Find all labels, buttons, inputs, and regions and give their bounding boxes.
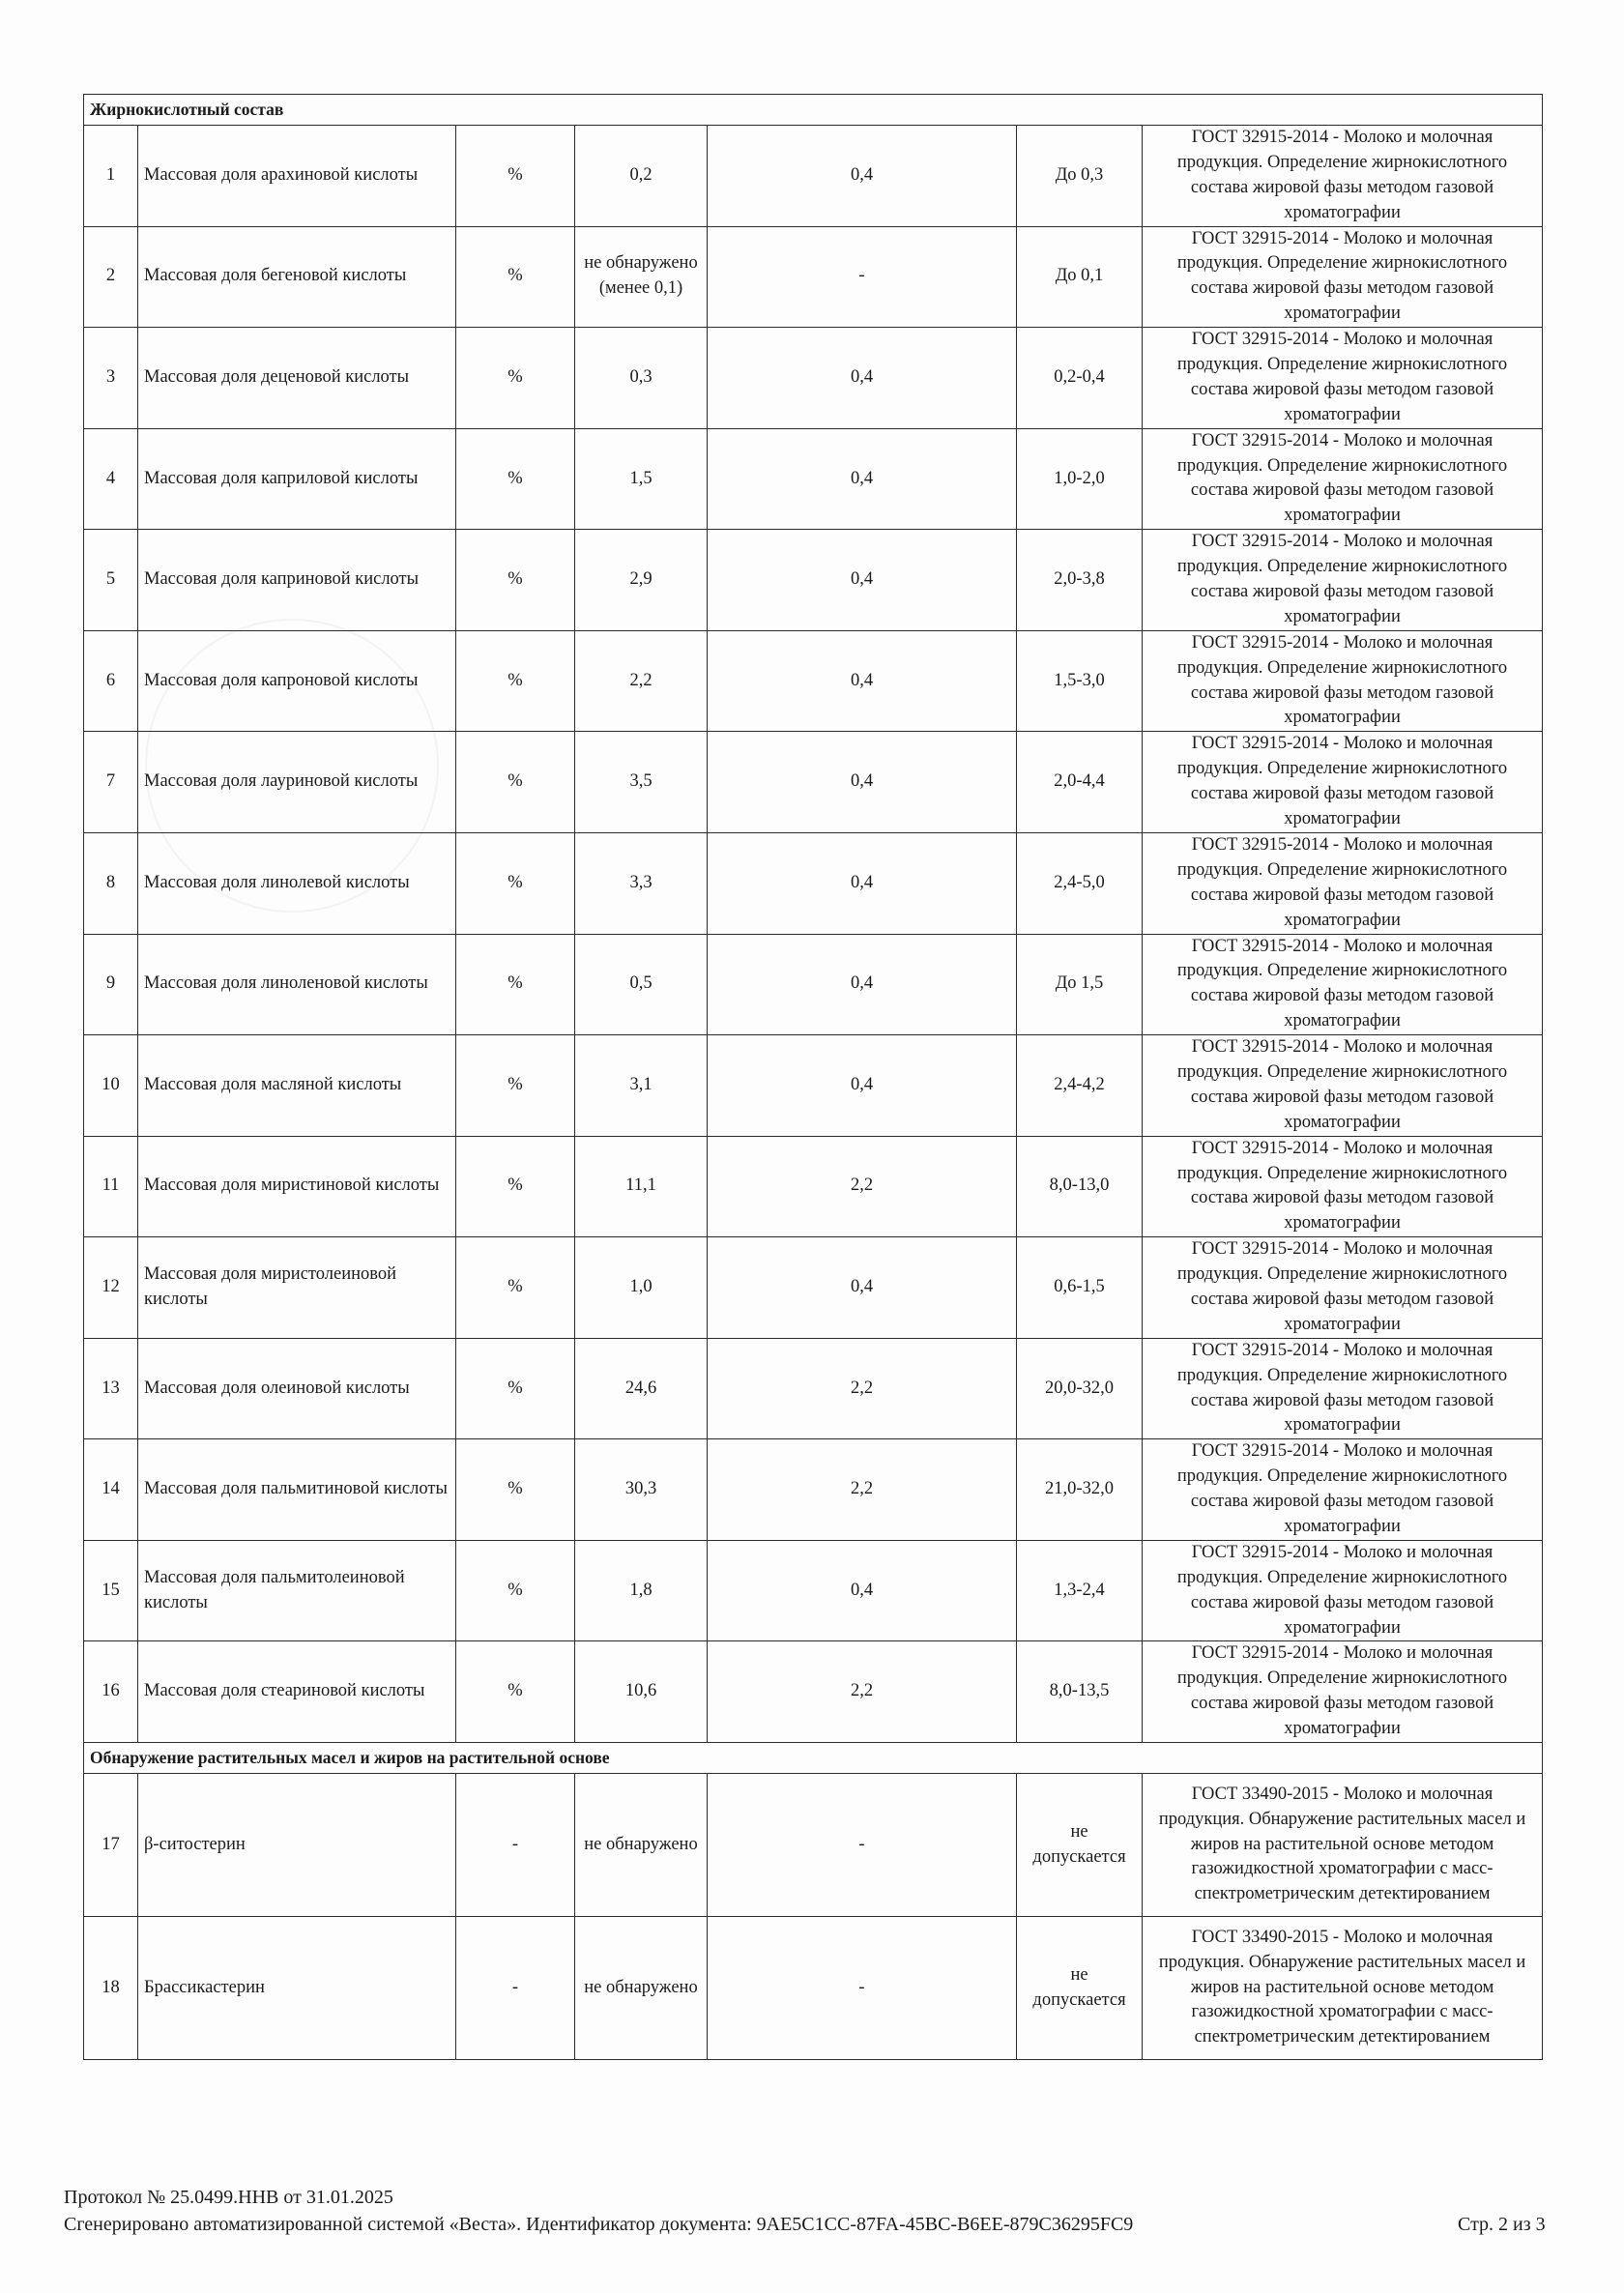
row-number: 3 <box>84 328 138 429</box>
section-header-row <box>84 95 1543 126</box>
norm-value: не допускается <box>1017 1774 1143 1917</box>
table-row <box>84 1237 1543 1339</box>
table-row <box>84 328 1543 429</box>
table-row <box>84 934 1543 1035</box>
norm-value: 1,5-3,0 <box>1017 630 1143 732</box>
norm-value: До 1,5 <box>1017 934 1143 1035</box>
indicator-name: Массовая доля масляной кислоты <box>138 1035 456 1137</box>
section-title: Жирнокислотный состав <box>84 95 1543 126</box>
measurement-error: 2,2 <box>708 1338 1017 1439</box>
result-value: 10,6 <box>575 1641 708 1743</box>
test-method: ГОСТ 32915-2014 - Молоко и молочная продукция. Определение жирнокислотного состава жировой фазы методом газовой хроматографии <box>1143 328 1543 429</box>
results-table <box>83 94 1543 2060</box>
unit: - <box>456 1774 575 1917</box>
row-number: 17 <box>84 1774 138 1917</box>
unit: % <box>456 126 575 227</box>
measurement-error: - <box>708 1917 1017 2060</box>
row-number: 4 <box>84 428 138 530</box>
page-number: Стр. 2 из 3 <box>1458 2214 1546 2235</box>
measurement-error: 0,4 <box>708 1237 1017 1339</box>
row-number: 16 <box>84 1641 138 1743</box>
unit: - <box>456 1917 575 2060</box>
norm-value: 1,0-2,0 <box>1017 428 1143 530</box>
table-row <box>84 1035 1543 1137</box>
result-value: 30,3 <box>575 1439 708 1541</box>
table-row <box>84 1540 1543 1641</box>
norm-value: 20,0-32,0 <box>1017 1338 1143 1439</box>
norm-value: 1,3-2,4 <box>1017 1540 1143 1641</box>
norm-value: До 0,3 <box>1017 126 1143 227</box>
indicator-name: Массовая доля миристолеиновой кислоты <box>138 1237 456 1339</box>
unit: % <box>456 1237 575 1339</box>
norm-value: 2,0-4,4 <box>1017 732 1143 833</box>
result-value: 3,5 <box>575 732 708 833</box>
section-title: Обнаружение растительных масел и жиров на растительной основе <box>84 1743 1543 1774</box>
table-row <box>84 1917 1543 2060</box>
measurement-error: 0,4 <box>708 428 1017 530</box>
result-value: не обнаружено <box>575 1917 708 2060</box>
unit: % <box>456 1136 575 1237</box>
unit: % <box>456 530 575 631</box>
test-method: ГОСТ 32915-2014 - Молоко и молочная продукция. Определение жирнокислотного состава жировой фазы методом газовой хроматографии <box>1143 530 1543 631</box>
indicator-name: Массовая доля линоленовой кислоты <box>138 934 456 1035</box>
norm-value: 0,2-0,4 <box>1017 328 1143 429</box>
norm-value: 0,6-1,5 <box>1017 1237 1143 1339</box>
result-value: 2,9 <box>575 530 708 631</box>
measurement-error: 0,4 <box>708 1035 1017 1137</box>
test-method: ГОСТ 32915-2014 - Молоко и молочная продукция. Определение жирнокислотного состава жировой фазы методом газовой хроматографии <box>1143 1237 1543 1339</box>
row-number: 15 <box>84 1540 138 1641</box>
indicator-name: Массовая доля пальмитиновой кислоты <box>138 1439 456 1541</box>
protocol-number: Протокол № 25.0499.ННВ от 31.01.2025 <box>64 2187 393 2208</box>
test-method: ГОСТ 32915-2014 - Молоко и молочная продукция. Определение жирнокислотного состава жировой фазы методом газовой хроматографии <box>1143 1035 1543 1137</box>
test-method: ГОСТ 32915-2014 - Молоко и молочная продукция. Определение жирнокислотного состава жировой фазы методом газовой хроматографии <box>1143 1641 1543 1743</box>
row-number: 5 <box>84 530 138 631</box>
test-method: ГОСТ 32915-2014 - Молоко и молочная продукция. Определение жирнокислотного состава жировой фазы методом газовой хроматографии <box>1143 1136 1543 1237</box>
test-method: ГОСТ 32915-2014 - Молоко и молочная продукция. Определение жирнокислотного состава жировой фазы методом газовой хроматографии <box>1143 732 1543 833</box>
unit: % <box>456 1540 575 1641</box>
unit: % <box>456 328 575 429</box>
norm-value: До 0,1 <box>1017 226 1143 328</box>
result-value: 3,3 <box>575 832 708 934</box>
unit: % <box>456 832 575 934</box>
row-number: 14 <box>84 1439 138 1541</box>
measurement-error: - <box>708 226 1017 328</box>
measurement-error: - <box>708 1774 1017 1917</box>
result-value: 0,2 <box>575 126 708 227</box>
row-number: 18 <box>84 1917 138 2060</box>
indicator-name: Массовая доля лауриновой кислоты <box>138 732 456 833</box>
section-header-row <box>84 1743 1543 1774</box>
result-value: не обнаружено <box>575 1774 708 1917</box>
table-row <box>84 630 1543 732</box>
table-row <box>84 1338 1543 1439</box>
row-number: 12 <box>84 1237 138 1339</box>
test-method: ГОСТ 32915-2014 - Молоко и молочная продукция. Определение жирнокислотного состава жировой фазы методом газовой хроматографии <box>1143 934 1543 1035</box>
row-number: 13 <box>84 1338 138 1439</box>
unit: % <box>456 428 575 530</box>
norm-value: не допускается <box>1017 1917 1143 2060</box>
result-value: 0,3 <box>575 328 708 429</box>
measurement-error: 0,4 <box>708 1540 1017 1641</box>
indicator-name: Массовая доля стеариновой кислоты <box>138 1641 456 1743</box>
result-value: 1,8 <box>575 1540 708 1641</box>
result-value: 1,0 <box>575 1237 708 1339</box>
unit: % <box>456 226 575 328</box>
table-row <box>84 428 1543 530</box>
indicator-name: β-ситостерин <box>138 1774 456 1917</box>
indicator-name: Массовая доля линолевой кислоты <box>138 832 456 934</box>
row-number: 6 <box>84 630 138 732</box>
measurement-error: 2,2 <box>708 1136 1017 1237</box>
measurement-error: 0,4 <box>708 732 1017 833</box>
table-row <box>84 1136 1543 1237</box>
measurement-error: 0,4 <box>708 832 1017 934</box>
result-value: не обнаружено (менее 0,1) <box>575 226 708 328</box>
norm-value: 2,4-4,2 <box>1017 1035 1143 1137</box>
result-value: 11,1 <box>575 1136 708 1237</box>
row-number: 8 <box>84 832 138 934</box>
indicator-name: Брассикастерин <box>138 1917 456 2060</box>
row-number: 7 <box>84 732 138 833</box>
measurement-error: 2,2 <box>708 1439 1017 1541</box>
test-method: ГОСТ 32915-2014 - Молоко и молочная продукция. Определение жирнокислотного состава жировой фазы методом газовой хроматографии <box>1143 1540 1543 1641</box>
indicator-name: Массовая доля деценовой кислоты <box>138 328 456 429</box>
test-method: ГОСТ 32915-2014 - Молоко и молочная продукция. Определение жирнокислотного состава жировой фазы методом газовой хроматографии <box>1143 630 1543 732</box>
norm-value: 2,4-5,0 <box>1017 832 1143 934</box>
test-method: ГОСТ 32915-2014 - Молоко и молочная продукция. Определение жирнокислотного состава жировой фазы методом газовой хроматографии <box>1143 1439 1543 1541</box>
unit: % <box>456 1338 575 1439</box>
test-method: ГОСТ 32915-2014 - Молоко и молочная продукция. Определение жирнокислотного состава жировой фазы методом газовой хроматографии <box>1143 428 1543 530</box>
table-row <box>84 1641 1543 1743</box>
test-method: ГОСТ 32915-2014 - Молоко и молочная продукция. Определение жирнокислотного состава жировой фазы методом газовой хроматографии <box>1143 226 1543 328</box>
norm-value: 2,0-3,8 <box>1017 530 1143 631</box>
measurement-error: 0,4 <box>708 630 1017 732</box>
unit: % <box>456 1035 575 1137</box>
measurement-error: 2,2 <box>708 1641 1017 1743</box>
measurement-error: 0,4 <box>708 530 1017 631</box>
row-number: 11 <box>84 1136 138 1237</box>
test-method: ГОСТ 32915-2014 - Молоко и молочная продукция. Определение жирнокислотного состава жировой фазы методом газовой хроматографии <box>1143 1338 1543 1439</box>
norm-value: 8,0-13,5 <box>1017 1641 1143 1743</box>
measurement-error: 0,4 <box>708 934 1017 1035</box>
indicator-name: Массовая доля олеиновой кислоты <box>138 1338 456 1439</box>
unit: % <box>456 1439 575 1541</box>
result-value: 2,2 <box>575 630 708 732</box>
measurement-error: 0,4 <box>708 126 1017 227</box>
test-method: ГОСТ 32915-2014 - Молоко и молочная продукция. Определение жирнокислотного состава жировой фазы методом газовой хроматографии <box>1143 126 1543 227</box>
indicator-name: Массовая доля каприновой кислоты <box>138 530 456 631</box>
row-number: 1 <box>84 126 138 227</box>
table-row <box>84 126 1543 227</box>
table-row <box>84 832 1543 934</box>
test-method: ГОСТ 33490-2015 - Молоко и молочная продукция. Обнаружение растительных масел и жиров на растительной основе методом газожидкостной хроматографии с масс-спектрометрическим детектированием <box>1143 1774 1543 1917</box>
indicator-name: Массовая доля каприловой кислоты <box>138 428 456 530</box>
table-row <box>84 226 1543 328</box>
indicator-name: Массовая доля миристиновой кислоты <box>138 1136 456 1237</box>
table-row <box>84 530 1543 631</box>
unit: % <box>456 934 575 1035</box>
generated-by-note: Сгенерировано автоматизированной системой «Веста». Идентификатор документа: 9AE5C1CC-87FA-45BC-B6EE-879C36295FC9 <box>64 2214 1134 2235</box>
indicator-name: Массовая доля пальмитолеиновой кислоты <box>138 1540 456 1641</box>
indicator-name: Массовая доля арахиновой кислоты <box>138 126 456 227</box>
measurement-error: 0,4 <box>708 328 1017 429</box>
indicator-name: Массовая доля капроновой кислоты <box>138 630 456 732</box>
table-row <box>84 732 1543 833</box>
result-value: 1,5 <box>575 428 708 530</box>
norm-value: 21,0-32,0 <box>1017 1439 1143 1541</box>
test-method: ГОСТ 32915-2014 - Молоко и молочная продукция. Определение жирнокислотного состава жировой фазы методом газовой хроматографии <box>1143 832 1543 934</box>
norm-value: 8,0-13,0 <box>1017 1136 1143 1237</box>
result-value: 0,5 <box>575 934 708 1035</box>
result-value: 24,6 <box>575 1338 708 1439</box>
indicator-name: Массовая доля бегеновой кислоты <box>138 226 456 328</box>
unit: % <box>456 1641 575 1743</box>
row-number: 2 <box>84 226 138 328</box>
unit: % <box>456 732 575 833</box>
test-method: ГОСТ 33490-2015 - Молоко и молочная продукция. Обнаружение растительных масел и жиров на растительной основе методом газожидкостной хроматографии с масс-спектрометрическим детектированием <box>1143 1917 1543 2060</box>
table-row <box>84 1774 1543 1917</box>
table-row <box>84 1439 1543 1541</box>
row-number: 10 <box>84 1035 138 1137</box>
unit: % <box>456 630 575 732</box>
row-number: 9 <box>84 934 138 1035</box>
result-value: 3,1 <box>575 1035 708 1137</box>
